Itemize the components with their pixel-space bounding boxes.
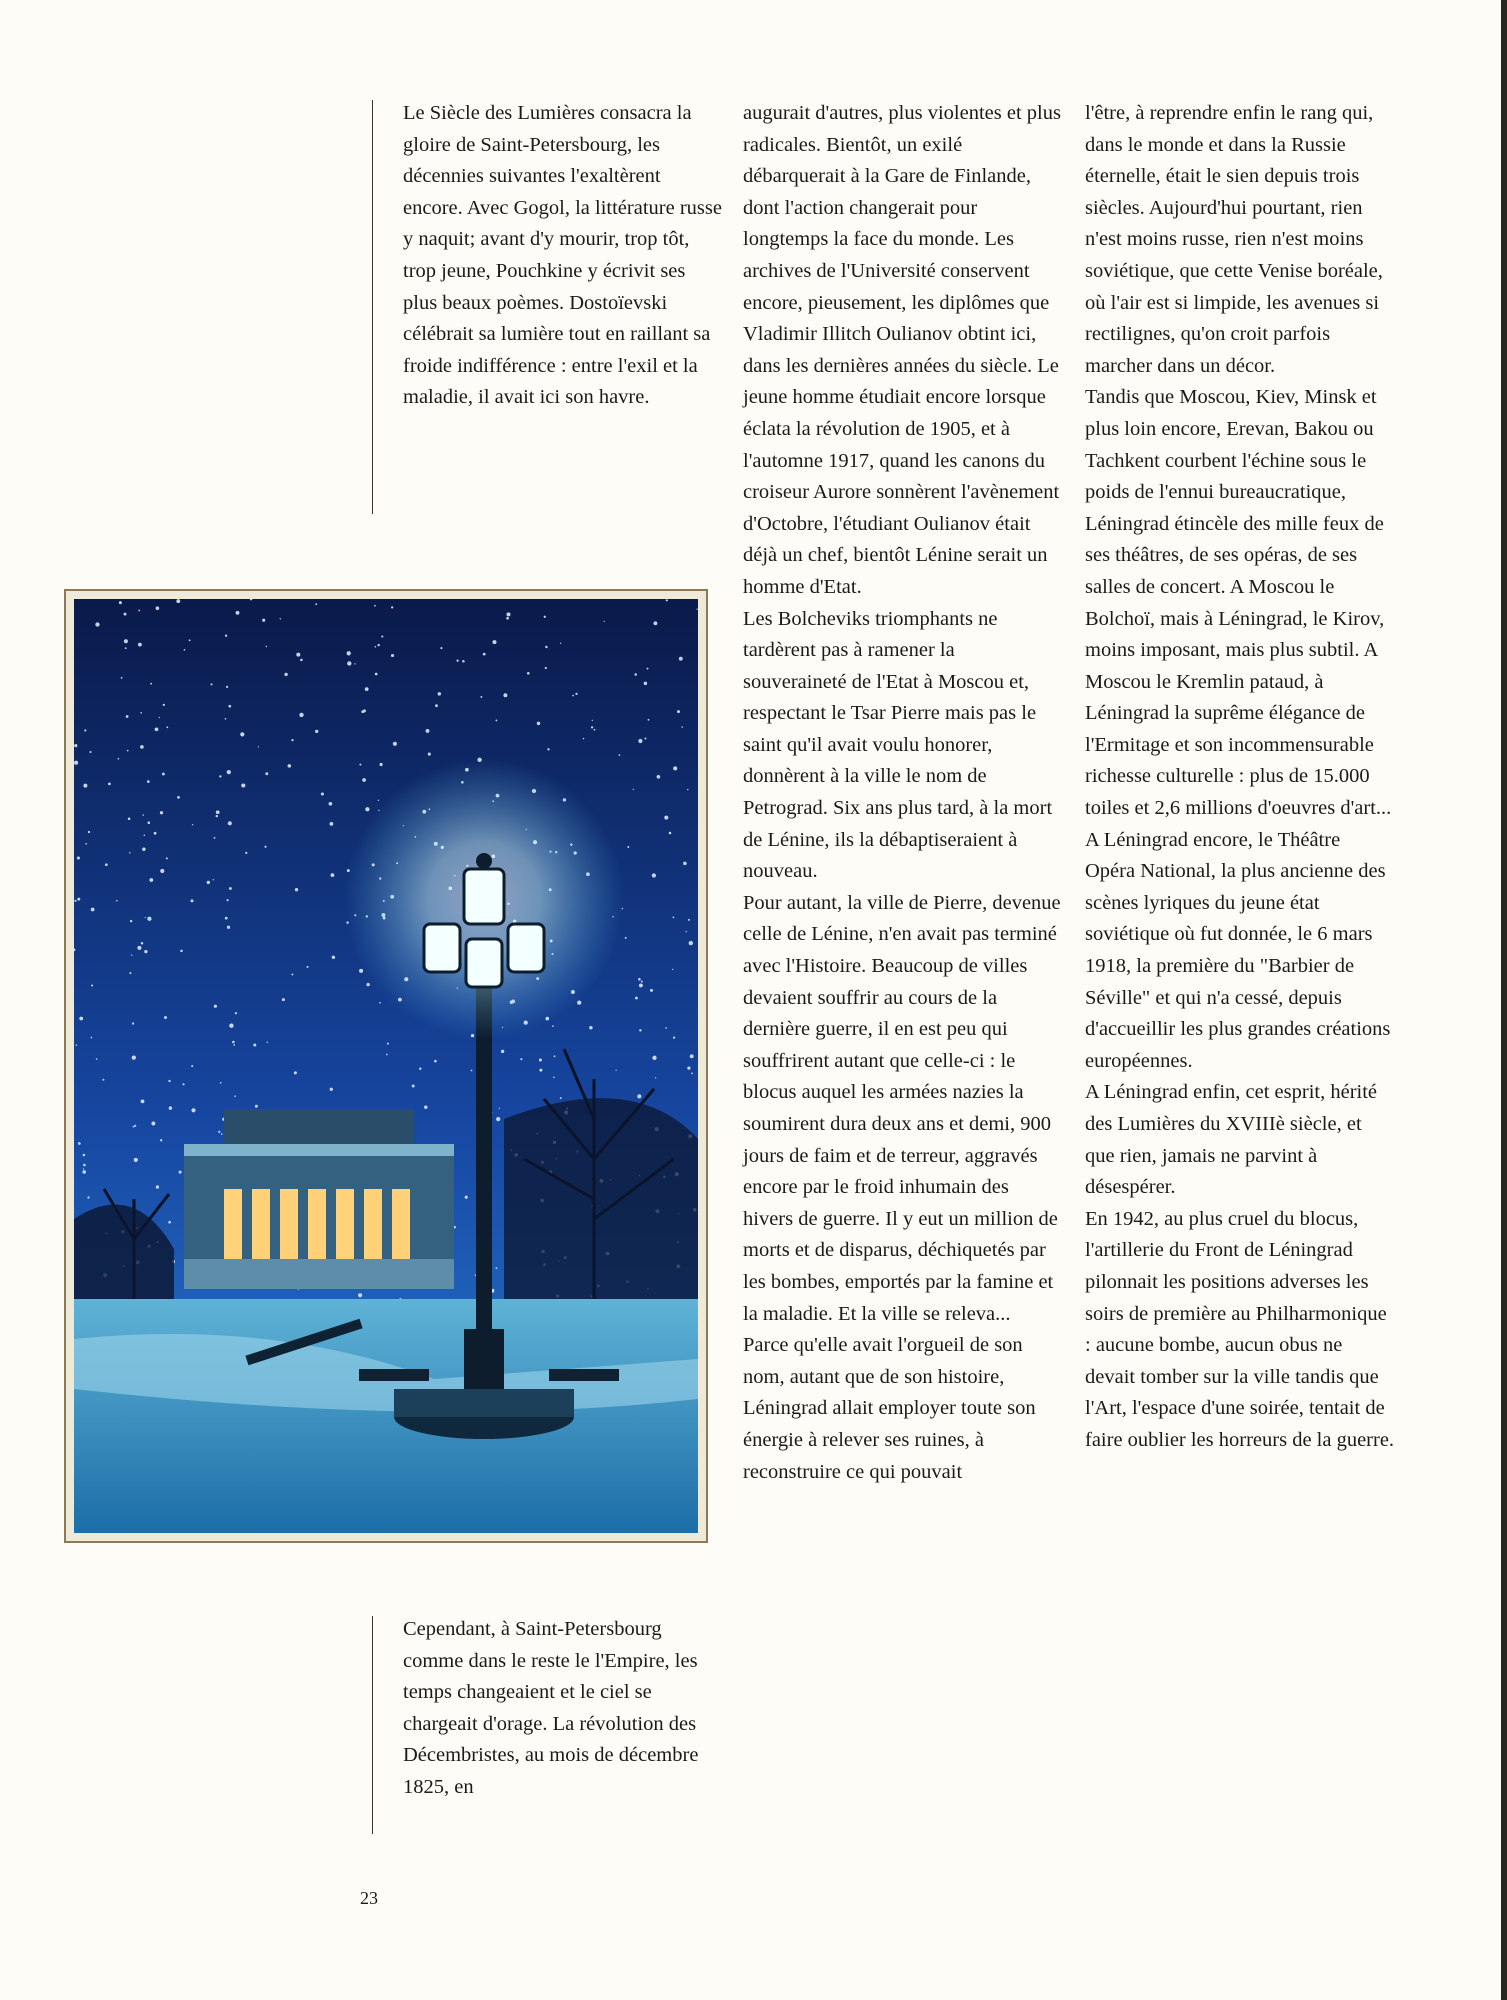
snowflake — [164, 1016, 167, 1019]
snowflake — [330, 1088, 333, 1091]
snowflake — [159, 717, 160, 718]
snowflake — [142, 814, 143, 815]
snowflake — [424, 1105, 427, 1108]
snowflake — [189, 639, 191, 641]
snowflake — [619, 754, 621, 756]
snowflake — [228, 821, 232, 825]
snowflake — [79, 1017, 83, 1021]
snowflake — [129, 852, 130, 853]
snowflake — [378, 644, 380, 646]
snowflake — [83, 1154, 86, 1157]
snowflake — [664, 816, 668, 820]
snowflake — [375, 673, 378, 676]
snowflake — [148, 821, 151, 824]
snowflake — [625, 937, 627, 939]
snowflake — [156, 606, 160, 610]
snowflake — [180, 950, 183, 953]
snowflake — [321, 792, 324, 795]
snowflake — [267, 1042, 268, 1043]
snowflake — [140, 712, 142, 714]
snowflake — [155, 727, 159, 731]
snowflake — [184, 649, 186, 651]
snowflake — [687, 1067, 690, 1070]
snowflake — [225, 718, 227, 720]
snowflake — [387, 1043, 389, 1045]
snowflake — [156, 1185, 159, 1188]
snowflake — [501, 1050, 504, 1053]
snowflake — [105, 863, 108, 866]
snowflake — [366, 983, 369, 986]
snowflake — [126, 715, 129, 718]
snowflake — [127, 750, 129, 752]
snowflake — [191, 1065, 193, 1067]
snowflake — [116, 900, 118, 902]
paragraph: l'être, à reprendre enfin le rang qui, dans le monde et dans la Russie éternelle, était le sien depuis trois siècles. Aujourd'hui pourtant, rien n'est moins russe, rien n'est moins soviétique, que cette Venise boréale, où l'air est si limpide, les avenues si rectilignes, qu'on croit parfois marcher dans un décor. — [1085, 102, 1383, 377]
snowflake — [85, 843, 87, 845]
snowflake — [635, 997, 638, 1000]
snowflake — [657, 775, 661, 779]
snowflake — [572, 695, 574, 697]
snowflake — [300, 659, 303, 662]
snowflake — [266, 646, 267, 647]
snowflake — [537, 722, 540, 725]
snowflake — [652, 1056, 656, 1060]
snowflake — [219, 775, 221, 777]
snowflake — [412, 1085, 415, 1088]
snowflake — [207, 881, 210, 884]
snowflake — [84, 729, 86, 731]
snowflake — [315, 730, 318, 733]
snowflake — [462, 660, 465, 663]
snowflake — [78, 1142, 81, 1145]
paragraph: En 1942, au plus cruel du blocus, l'artillerie du Front de Léningrad pilonnait les positions adverses les soirs de première au Philharmonique : aucune bombe, aucun obus ne devait tomber sur la ville tandis que l'Art, l'espace d'une soirée, tentait de faire oublier les horreurs de la guerre. — [1085, 1207, 1395, 1451]
snowflake — [128, 818, 131, 821]
snowflake — [83, 1164, 86, 1167]
snowflake — [492, 640, 496, 644]
snowflake — [129, 972, 131, 974]
snowflake — [575, 693, 577, 695]
snowflake — [689, 941, 693, 945]
snowflake — [168, 1221, 171, 1224]
snowflake — [359, 969, 363, 973]
snowflake — [683, 862, 687, 866]
snowflake — [124, 639, 128, 643]
snowflake — [160, 1139, 162, 1141]
snowflake — [506, 612, 510, 616]
snowflake — [210, 683, 212, 685]
snowflake — [652, 873, 656, 877]
snowflake — [583, 738, 584, 739]
snowflake — [121, 677, 123, 679]
snowflake — [553, 1077, 555, 1079]
snowflake — [83, 1168, 84, 1169]
snowflake — [241, 783, 245, 787]
snowflake — [179, 1171, 182, 1174]
snowflake — [428, 753, 431, 756]
snowflake — [102, 1079, 104, 1081]
snowflake — [91, 984, 93, 986]
snowflake — [639, 1029, 641, 1031]
snowflake — [227, 770, 231, 774]
snowflake — [83, 784, 87, 788]
snowflake — [331, 873, 335, 877]
snowflake — [151, 1122, 155, 1126]
snowflake — [332, 956, 335, 959]
snowflake — [329, 802, 333, 806]
snowflake — [229, 887, 232, 890]
snowflake — [669, 832, 672, 835]
snowflake — [131, 955, 132, 956]
snowflake — [225, 917, 228, 920]
snowflake — [95, 622, 99, 626]
snowflake — [456, 659, 458, 661]
snowflake — [639, 983, 643, 987]
snowflake — [76, 1044, 78, 1046]
snowflake — [154, 832, 157, 835]
snowflake — [245, 852, 247, 854]
snowflake — [673, 1036, 675, 1038]
snowflake — [634, 673, 637, 676]
snowflake — [284, 673, 287, 676]
snowflake — [681, 726, 683, 728]
snowflake — [673, 917, 675, 919]
snowflake — [294, 1071, 297, 1074]
snowflake — [299, 713, 303, 717]
page-number: 23 — [360, 1888, 378, 1908]
snowflake — [82, 1170, 86, 1174]
paragraph: Les Bolcheviks triomphants ne tardèrent pas à ramener la souveraineté de l'Etat à Moscou et, respectant le Tsar Pierre mais pas le saint qu'il avait voulu honorer, donnèrent à la ville le nom de Petrograd. Six ans plus tard, à la mort de Lénine, ils la débaptiseraient à nouveau. — [743, 607, 1053, 883]
snowflake — [560, 1097, 562, 1099]
snowflake — [291, 739, 293, 741]
snowflake — [288, 764, 292, 768]
snowflake — [545, 667, 547, 669]
snowflake — [144, 950, 147, 953]
column-rule-top — [372, 100, 373, 514]
snowflake — [347, 661, 351, 665]
snowflake — [216, 810, 220, 814]
snowflake — [295, 888, 298, 891]
snowflake — [87, 1196, 89, 1198]
snowflake — [216, 815, 218, 817]
snowflake — [182, 1083, 184, 1085]
snowflake — [615, 1070, 616, 1071]
snowflake — [133, 1126, 135, 1128]
snowflake — [142, 847, 145, 850]
winter-night-photo — [74, 599, 698, 1533]
snowflake — [213, 879, 214, 880]
snowflake — [347, 651, 351, 655]
paragraph: A Léningrad enfin, cet esprit, hérité des Lumières du XVIIIè siècle, et que rien, jamais ne parvint à désespérer. — [1085, 1081, 1378, 1199]
snowflake — [253, 1044, 256, 1047]
snowflake — [132, 1022, 134, 1024]
column-rule-bottom — [372, 1616, 373, 1834]
paragraph: Pour autant, la ville de Pierre, devenue celle de Lénine, n'en avait pas terminé avec l'Histoire. Beaucoup de villes devaient souffrir au cours de la dernière guerre, il en est peu qui souffrirent autant que celle-ci : le blocus auquel les armées nazies la soumirent dura deux ans et demi, 900 jours de faim et de terreur, aggravés encore par le froid inhumain des hivers de guerre. Il y eut un million de morts et de disparus, déchiquetés par les bombes, emportés par la famine et la maladie. Et la ville se releva... — [743, 891, 1061, 1325]
snowflake — [88, 831, 90, 833]
snowflake — [134, 1158, 138, 1162]
snowflake — [496, 1267, 498, 1269]
snowflake — [653, 621, 657, 625]
snowflake — [258, 746, 259, 747]
snowflake — [644, 682, 647, 685]
snowflake — [604, 621, 605, 622]
snowflake — [375, 646, 377, 648]
snowflake — [262, 619, 265, 622]
snowflake — [162, 773, 165, 776]
snowflake — [91, 908, 95, 912]
snowflake — [227, 899, 229, 901]
snowflake — [124, 613, 127, 616]
snowflake — [147, 917, 151, 921]
snowflake — [358, 1293, 362, 1297]
snowflake — [633, 789, 634, 790]
snowflake — [280, 618, 281, 619]
snowflake — [291, 973, 293, 975]
text-column-right — [1085, 98, 1395, 1457]
snowflake — [381, 635, 383, 637]
snowflake — [379, 1002, 381, 1004]
snowflake — [552, 1025, 554, 1027]
paragraph: Parce qu'elle avait l'orgueil de son nom, autant que de son histoire, Léningrad allait employer toute son énergie à relever ses ruines, à reconstruire ce qui pouvait — [743, 1334, 1036, 1483]
snowflake — [378, 800, 379, 801]
snowflake — [393, 742, 397, 746]
snowflake — [218, 1131, 220, 1133]
snowflake — [435, 704, 438, 707]
snowflake — [138, 610, 140, 612]
snowflake — [438, 692, 441, 695]
snowflake — [677, 710, 680, 713]
paragraph: Tandis que Moscou, Kiev, Minsk et plus loin encore, Erevan, Bakou ou Tachkent courbent l'échine sous le poids de l'ennui bureaucratique, Léningrad étincèle des mille feux de ses théâtres, de ses opéras, de ses salles de concert. A Moscou le Bolchoï, mais à Léningrad, le Kirov, moins imposant, mais plus subtil. A Moscou le Kremlin pataud, à Léningrad la suprême élégance de l'Ermitage et son incommensurable richesse culturelle : plus de 15.000 toiles et 2,6 millions d'oeuvres d'art... — [1085, 386, 1392, 820]
snowflake — [648, 719, 650, 721]
snowflake — [315, 603, 317, 605]
snowflake — [650, 989, 653, 992]
paragraph: augurait d'autres, plus violentes et plus radicales. Bientôt, un exilé débarquerait à la Gare de Finlande, dont l'action changerait pour longtemps la face du monde. Les archives de l'Université conservent encore, pieusement, les diplômes que Vladimir Illitch Oulianov obtint ici, dans les dernières années du siècle. Le jeune homme étudiait encore lorsque éclata la révolution de 1905, et à l'automne 1917, quand les canons du croiseur Aurore sonnèrent l'avènement d'Octobre, l'étudiant Oulianov était déjà un chef, bientôt Lénine serait un homme d'Etat. — [743, 102, 1061, 598]
snowflake — [228, 705, 231, 708]
snowflake — [77, 856, 80, 859]
snowflake — [168, 1080, 170, 1082]
snowflake — [686, 931, 687, 932]
snowflake — [545, 646, 547, 648]
snowflake — [483, 653, 486, 656]
snowflake — [495, 719, 497, 721]
snowflake — [638, 739, 642, 743]
snowflake — [119, 601, 122, 604]
snowflake — [592, 720, 593, 721]
snowflake — [191, 899, 194, 902]
snowflake — [359, 764, 361, 766]
snowflake — [226, 686, 228, 688]
snowflake — [687, 789, 688, 790]
snowflake — [160, 869, 164, 873]
text-column-middle — [743, 98, 1061, 1488]
snowflake — [147, 780, 150, 783]
snowflake — [499, 1108, 500, 1109]
snowflake — [480, 696, 482, 698]
snowflake — [163, 704, 165, 706]
snowflake — [471, 1070, 473, 1072]
snowflake — [166, 726, 168, 728]
snowflake — [647, 668, 649, 670]
snowflake — [176, 599, 180, 603]
snowflake — [365, 687, 369, 691]
snowflake — [282, 998, 285, 1001]
snowflake — [74, 761, 78, 765]
snowflake — [329, 822, 333, 826]
snowflake — [591, 726, 593, 728]
snowflake — [380, 763, 383, 766]
snowflake — [391, 606, 393, 608]
snowflake — [192, 824, 193, 825]
snowflake — [690, 1054, 694, 1058]
snowflake — [229, 1024, 233, 1028]
snowflake — [589, 1026, 592, 1029]
snowflake — [214, 1005, 217, 1008]
snowflake — [391, 654, 394, 657]
snowflake — [233, 1044, 235, 1046]
snowflake — [91, 1037, 93, 1039]
snowflake — [214, 837, 216, 839]
snowflake — [544, 616, 546, 618]
snowflake — [520, 1058, 522, 1060]
snowflake — [688, 919, 690, 921]
snowflake — [374, 605, 376, 607]
snowflake — [150, 683, 152, 685]
snowflake — [240, 732, 244, 736]
snowflake — [160, 811, 163, 814]
snowflake — [118, 758, 120, 760]
snowflake — [232, 1041, 235, 1044]
snowflake — [296, 653, 300, 657]
snowflake — [166, 857, 168, 859]
snowflake — [426, 729, 430, 733]
snowflake — [236, 611, 240, 615]
snowflake — [696, 609, 697, 610]
snowflake — [144, 835, 146, 837]
snowflake — [264, 846, 266, 848]
snowflake — [137, 946, 141, 950]
paragraph: A Léningrad encore, le Théâtre Opéra National, la plus ancienne des scènes lyriques du jeune état soviétique où fut donnée, le 6 mars 1918, la première du "Barbier de Séville" et qui n'a cessé, depuis d'accueillir les plus grandes créations européennes. — [1085, 828, 1391, 1072]
snowflake — [140, 745, 144, 749]
snowflake — [665, 1027, 667, 1029]
snowflake — [77, 898, 80, 901]
photo-frame — [64, 589, 708, 1543]
paragraph: Le Siècle des Lumières consacra la gloire de Saint-Petersbourg, les décennies suivantes l'exaltèrent encore. Avec Gogol, la littérature russe y naquit; avant d'y mourir, trop tôt, trop jeune, Pouchkine y écrivit ses plus beaux poèmes. Dostoïevski célébrait sa lumière tout en raillant sa froide indifférence : entre l'exil et la maladie, il avait ici son havre. — [403, 102, 722, 409]
snowflake — [220, 1082, 222, 1084]
snowflake — [74, 900, 76, 902]
snowflake — [503, 693, 507, 697]
snowflake — [672, 969, 673, 970]
snowflake — [362, 778, 366, 782]
snowflake — [89, 751, 91, 753]
snowflake — [434, 1060, 437, 1063]
snowflake — [234, 1095, 236, 1097]
snowflake — [527, 672, 530, 675]
snowflake — [363, 709, 366, 712]
snowflake — [594, 729, 596, 731]
snowflake — [235, 1012, 237, 1014]
snowflake — [255, 1105, 258, 1108]
snowflake — [539, 1069, 542, 1072]
snowflake — [440, 647, 442, 649]
snowflake — [74, 744, 77, 747]
snowflake — [221, 1133, 223, 1135]
snowflake — [386, 1054, 388, 1056]
snowflake — [644, 737, 646, 739]
snowflake — [125, 647, 127, 649]
snowflake — [134, 1125, 136, 1127]
snowflake — [354, 663, 355, 664]
text-column-left-top — [403, 98, 723, 414]
snowflake — [141, 1099, 145, 1103]
snowflake — [691, 1073, 693, 1075]
snowflake — [673, 766, 677, 770]
snowflake — [539, 1059, 542, 1062]
snowflake — [496, 1117, 500, 1121]
snowflake — [227, 926, 230, 929]
snowflake — [145, 917, 146, 918]
snowflake — [306, 966, 308, 968]
snowflake — [560, 643, 561, 644]
snowflake — [96, 1058, 98, 1060]
snowflake — [169, 1106, 172, 1109]
snowflake — [177, 796, 180, 799]
snowflake — [506, 617, 509, 620]
snowflake — [554, 1055, 556, 1057]
text-column-left-bottom — [403, 1614, 723, 1804]
snowflake — [641, 981, 643, 983]
snowflake — [191, 1108, 195, 1112]
snowflake — [627, 846, 629, 848]
snowflake — [666, 599, 668, 601]
snowflake — [547, 748, 549, 750]
snowflake — [132, 1055, 136, 1059]
snowflake — [419, 1067, 421, 1069]
snowflake — [655, 1077, 656, 1078]
snowflake — [130, 920, 132, 922]
snowflake — [365, 807, 369, 811]
snowflake — [638, 978, 641, 981]
snowflake — [138, 643, 142, 647]
snowflake — [225, 635, 227, 637]
snowflake — [108, 783, 111, 786]
snowflake — [465, 1196, 468, 1199]
snowflake — [149, 878, 153, 882]
paragraph: Cependant, à Saint-Petersbourg comme dans le reste le l'Empire, les temps changeaient et le ciel se chargeait d'orage. La révolution des Décembristes, au mois de décembre 1825, en — [403, 1618, 699, 1798]
page-edge — [1501, 0, 1507, 2000]
snowflake — [679, 657, 683, 661]
snowflake — [141, 942, 144, 945]
snowflake — [637, 1094, 641, 1098]
snowflake — [265, 772, 268, 775]
